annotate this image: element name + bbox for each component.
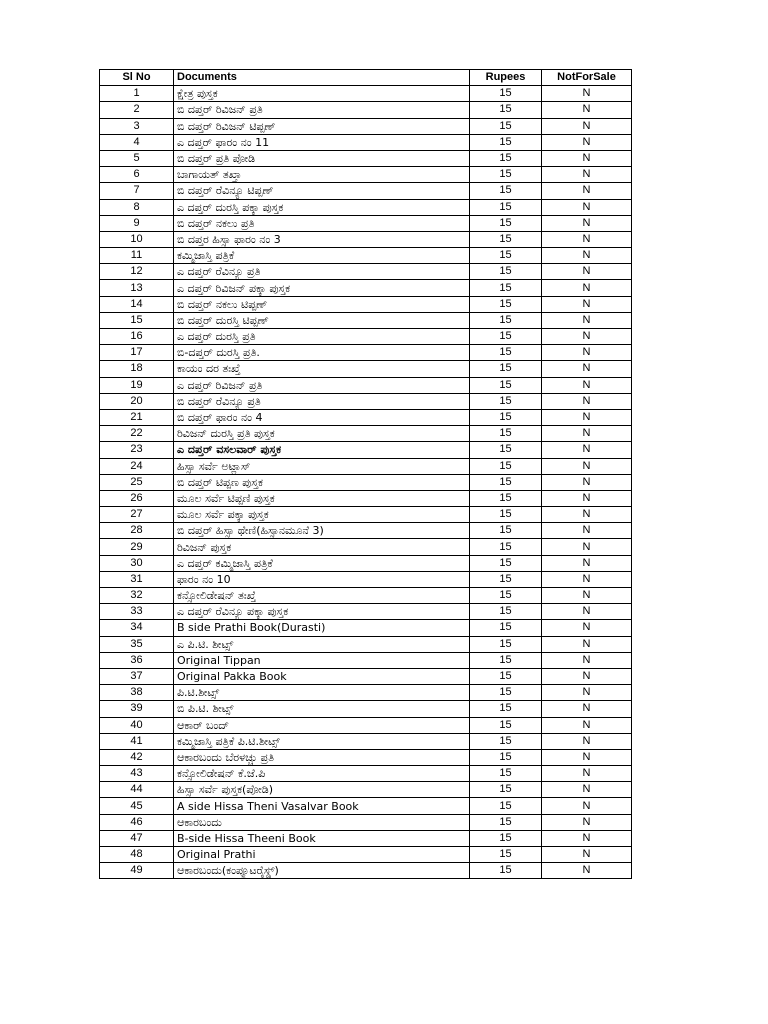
cell-not-for-sale: N	[542, 426, 632, 442]
cell-document: ಎ ಪಿ.ಟಿ. ಶೀಟ್ಸ್	[174, 636, 470, 652]
table-row	[100, 555, 632, 571]
cell-sl-no: 39	[100, 701, 174, 717]
cell-rupees: 15	[470, 458, 542, 474]
cell-document: ಮೂಲ ಸರ್ವೆ ಪಕ್ಕಾ ಪುಸ್ತಕ	[174, 507, 470, 523]
cell-not-for-sale: N	[542, 490, 632, 506]
cell-document: A side Hissa Theni Vasalvar Book	[174, 798, 470, 814]
cell-document: ಕ್ಷೇತ್ರ ಪುಸ್ತಕ	[174, 86, 470, 102]
cell-sl-no: 1	[100, 86, 174, 102]
cell-not-for-sale: N	[542, 296, 632, 312]
cell-sl-no: 3	[100, 118, 174, 134]
cell-rupees: 15	[470, 264, 542, 280]
cell-sl-no: 18	[100, 361, 174, 377]
cell-rupees: 15	[470, 231, 542, 247]
cell-rupees: 15	[470, 766, 542, 782]
cell-sl-no: 40	[100, 717, 174, 733]
table-row	[100, 814, 632, 830]
table-row	[100, 863, 632, 879]
cell-sl-no: 29	[100, 539, 174, 555]
cell-document: ಹಿಸ್ಸಾ ಸರ್ವೆ ಪುಸ್ತಕ(ಪೋಡಿ)	[174, 782, 470, 798]
cell-rupees: 15	[470, 215, 542, 231]
cell-rupees: 15	[470, 685, 542, 701]
cell-sl-no: 30	[100, 555, 174, 571]
cell-sl-no: 9	[100, 215, 174, 231]
cell-document: ಎ ದಪ್ತರ್ ದುರಸ್ತಿ ಪಕ್ಕಾ ಪುಸ್ತಕ	[174, 199, 470, 215]
table-row	[100, 588, 632, 604]
table-row	[100, 264, 632, 280]
cell-sl-no: 17	[100, 345, 174, 361]
table-row	[100, 393, 632, 409]
cell-not-for-sale: N	[542, 280, 632, 296]
cell-document: ಕಾಯಂ ದರ ತಃಖ್ತೆ	[174, 361, 470, 377]
table-row	[100, 329, 632, 345]
cell-rupees: 15	[470, 717, 542, 733]
cell-rupees: 15	[470, 555, 542, 571]
cell-document: ಕನ್ಸೋಲಿಡೇಷನ್ ತಃಖ್ತೆ	[174, 588, 470, 604]
cell-sl-no: 49	[100, 863, 174, 879]
cell-sl-no: 6	[100, 167, 174, 183]
cell-document: ಆಕಾರಬಂದು	[174, 814, 470, 830]
table-row	[100, 830, 632, 846]
cell-document: ಎ ದಪ್ತರ್ ಫಾರಂ ನಂ 11	[174, 134, 470, 150]
cell-sl-no: 37	[100, 668, 174, 684]
table-row	[100, 685, 632, 701]
cell-document: ಎ ದಪ್ತರ್ ವಸಲವಾರ್ ಪುಸ್ತಕ	[174, 442, 470, 458]
cell-rupees: 15	[470, 668, 542, 684]
table-row	[100, 231, 632, 247]
cell-not-for-sale: N	[542, 150, 632, 166]
cell-document: ಬಿ ದಪ್ತರ್ ರೆವಿನ್ಯೂ ಪ್ರತಿ	[174, 393, 470, 409]
cell-sl-no: 14	[100, 296, 174, 312]
cell-sl-no: 43	[100, 766, 174, 782]
cell-sl-no: 24	[100, 458, 174, 474]
cell-document: ಬಿ ದಪ್ತರ್ ರಿವಿಜನ್ ಪ್ರತಿ	[174, 102, 470, 118]
cell-rupees: 15	[470, 377, 542, 393]
cell-sl-no: 4	[100, 134, 174, 150]
cell-document: ಬಿ ದಪ್ತರ್ ರೆವಿನ್ಯೂ ಟಿಪ್ಪಣ್	[174, 183, 470, 199]
cell-sl-no: 46	[100, 814, 174, 830]
cell-document: ಎ ದಪ್ತರ್ ರಿವಿಜನ್ ಪ್ರತಿ	[174, 377, 470, 393]
cell-not-for-sale: N	[542, 555, 632, 571]
cell-document: ಎ ದಪ್ತರ್ ರಿವಿಜನ್ ಪಕ್ಕಾ ಪುಸ್ತಕ	[174, 280, 470, 296]
cell-rupees: 15	[470, 409, 542, 425]
table-row	[100, 507, 632, 523]
cell-sl-no: 34	[100, 620, 174, 636]
table-header-row	[100, 70, 632, 86]
cell-not-for-sale: N	[542, 102, 632, 118]
table-row	[100, 296, 632, 312]
cell-sl-no: 16	[100, 329, 174, 345]
cell-not-for-sale: N	[542, 442, 632, 458]
cell-not-for-sale: N	[542, 377, 632, 393]
cell-document: B side Prathi Book(Durasti)	[174, 620, 470, 636]
cell-rupees: 15	[470, 248, 542, 264]
cell-not-for-sale: N	[542, 782, 632, 798]
cell-not-for-sale: N	[542, 814, 632, 830]
cell-sl-no: 41	[100, 733, 174, 749]
table-row	[100, 604, 632, 620]
cell-not-for-sale: N	[542, 118, 632, 134]
cell-document: Original Tippan	[174, 652, 470, 668]
table-body	[100, 86, 632, 879]
cell-document: ಎ ದಪ್ತರ್ ರೆವಿನ್ಯೂ ಪಕ್ಕಾ ಪುಸ್ತಕ	[174, 604, 470, 620]
cell-not-for-sale: N	[542, 571, 632, 587]
cell-not-for-sale: N	[542, 86, 632, 102]
cell-document: ಬಿ ದಪ್ತರ್ ಹಿಸ್ಸಾ ಥೇಣಿ(ಹಿಸ್ಸಾನಮೂನೆ 3)	[174, 523, 470, 539]
header-rupees: Rupees	[470, 70, 542, 86]
cell-document: ಎ ದಪ್ತರ್ ಕಮ್ಮಿಜಾಸ್ತಿ ಪತ್ರಿಕೆ	[174, 555, 470, 571]
header-documents: Documents	[174, 70, 470, 86]
cell-rupees: 15	[470, 426, 542, 442]
cell-not-for-sale: N	[542, 636, 632, 652]
cell-rupees: 15	[470, 345, 542, 361]
table-row	[100, 668, 632, 684]
cell-not-for-sale: N	[542, 393, 632, 409]
cell-document: ಬಿ ದಪ್ತರ್ ರಿವಿಜನ್ ಟಿಪ್ಪಣ್	[174, 118, 470, 134]
cell-sl-no: 26	[100, 490, 174, 506]
cell-sl-no: 10	[100, 231, 174, 247]
cell-rupees: 15	[470, 280, 542, 296]
cell-document: ಬಿ ಪಿ.ಟಿ. ಶೀಟ್ಸ್	[174, 701, 470, 717]
cell-document: Original Prathi	[174, 847, 470, 863]
cell-not-for-sale: N	[542, 167, 632, 183]
cell-rupees: 15	[470, 312, 542, 328]
cell-sl-no: 28	[100, 523, 174, 539]
cell-rupees: 15	[470, 167, 542, 183]
cell-not-for-sale: N	[542, 604, 632, 620]
cell-rupees: 15	[470, 847, 542, 863]
cell-not-for-sale: N	[542, 701, 632, 717]
table-row	[100, 199, 632, 215]
cell-not-for-sale: N	[542, 458, 632, 474]
table-row	[100, 571, 632, 587]
cell-rupees: 15	[470, 863, 542, 879]
cell-rupees: 15	[470, 814, 542, 830]
table-row	[100, 490, 632, 506]
cell-rupees: 15	[470, 361, 542, 377]
table-row	[100, 280, 632, 296]
cell-document: ರಿವಿಜನ್ ಪುಸ್ತಕ	[174, 539, 470, 555]
cell-not-for-sale: N	[542, 183, 632, 199]
cell-rupees: 15	[470, 830, 542, 846]
cell-rupees: 15	[470, 102, 542, 118]
cell-sl-no: 19	[100, 377, 174, 393]
cell-rupees: 15	[470, 134, 542, 150]
cell-rupees: 15	[470, 636, 542, 652]
cell-rupees: 15	[470, 490, 542, 506]
cell-not-for-sale: N	[542, 523, 632, 539]
cell-not-for-sale: N	[542, 264, 632, 280]
table-row	[100, 442, 632, 458]
cell-not-for-sale: N	[542, 830, 632, 846]
table-row	[100, 701, 632, 717]
cell-not-for-sale: N	[542, 863, 632, 879]
cell-document: Original Pakka Book	[174, 668, 470, 684]
cell-sl-no: 2	[100, 102, 174, 118]
table-row	[100, 847, 632, 863]
cell-document: ಬಿ-ದಪ್ತರ್ ದುರಸ್ತಿ ಪ್ರತಿ.	[174, 345, 470, 361]
document-sheet	[99, 69, 631, 879]
cell-sl-no: 42	[100, 749, 174, 765]
table-row	[100, 798, 632, 814]
cell-document: ಕನ್ಸೋಲಿಡೇಷನ್ ಕೆ.ಜೆ.ಪಿ	[174, 766, 470, 782]
cell-sl-no: 23	[100, 442, 174, 458]
table-row	[100, 118, 632, 134]
cell-sl-no: 48	[100, 847, 174, 863]
cell-not-for-sale: N	[542, 717, 632, 733]
cell-rupees: 15	[470, 782, 542, 798]
cell-document: ಮೂಲ ಸರ್ವೆ ಟಿಪ್ಪಣಿ ಪುಸ್ತಕ	[174, 490, 470, 506]
cell-sl-no: 8	[100, 199, 174, 215]
table-row	[100, 215, 632, 231]
cell-not-for-sale: N	[542, 620, 632, 636]
cell-document: ಬಿ ದಪ್ತರ್ ಟಿಪ್ಪಣ ಪುಸ್ತಕ	[174, 474, 470, 490]
cell-rupees: 15	[470, 588, 542, 604]
table-row	[100, 361, 632, 377]
cell-document: ಆಕಾರಬಂದು ಬೆರಳಚ್ಚು ಪ್ರತಿ	[174, 749, 470, 765]
cell-not-for-sale: N	[542, 685, 632, 701]
cell-rupees: 15	[470, 571, 542, 587]
cell-not-for-sale: N	[542, 409, 632, 425]
cell-document: ಫಾರಂ ನಂ 10	[174, 571, 470, 587]
cell-not-for-sale: N	[542, 329, 632, 345]
cell-sl-no: 13	[100, 280, 174, 296]
cell-sl-no: 45	[100, 798, 174, 814]
table-row	[100, 426, 632, 442]
cell-rupees: 15	[470, 523, 542, 539]
cell-document: ಬಾಗಾಯತ್ ತಖ್ತಾ	[174, 167, 470, 183]
table-row	[100, 782, 632, 798]
cell-document: ಬಿ ದಪ್ತರ್ ಪ್ರತಿ ಪೋಡಿ	[174, 150, 470, 166]
cell-not-for-sale: N	[542, 231, 632, 247]
cell-sl-no: 27	[100, 507, 174, 523]
documents-table	[99, 69, 632, 879]
header-sl-no: Sl No	[100, 70, 174, 86]
cell-rupees: 15	[470, 296, 542, 312]
cell-rupees: 15	[470, 749, 542, 765]
cell-not-for-sale: N	[542, 539, 632, 555]
cell-document: ಎ ದಪ್ತರ್ ದುರಸ್ತಿ ಪ್ರತಿ	[174, 329, 470, 345]
table-row	[100, 636, 632, 652]
cell-rupees: 15	[470, 329, 542, 345]
cell-document: ಬಿ ದಪ್ತರ್ ಫಾರಂ ನಂ 4	[174, 409, 470, 425]
cell-not-for-sale: N	[542, 215, 632, 231]
table-row	[100, 717, 632, 733]
cell-rupees: 15	[470, 86, 542, 102]
table-row	[100, 312, 632, 328]
cell-document: ಪಿ.ಟಿ.ಶೀಟ್ಸ್	[174, 685, 470, 701]
cell-sl-no: 47	[100, 830, 174, 846]
table-row	[100, 652, 632, 668]
cell-document: ಆಕಾರಬಂದು(ಕಂಪ್ಯೂಟರೈಸ್ಡ್)	[174, 863, 470, 879]
table-row	[100, 749, 632, 765]
cell-not-for-sale: N	[542, 668, 632, 684]
cell-rupees: 15	[470, 604, 542, 620]
cell-not-for-sale: N	[542, 312, 632, 328]
cell-rupees: 15	[470, 701, 542, 717]
cell-sl-no: 25	[100, 474, 174, 490]
table-row	[100, 474, 632, 490]
cell-sl-no: 38	[100, 685, 174, 701]
cell-document: B-side Hissa Theeni Book	[174, 830, 470, 846]
cell-not-for-sale: N	[542, 199, 632, 215]
header-not-for-sale: NotForSale	[542, 70, 632, 86]
cell-rupees: 15	[470, 183, 542, 199]
table-row	[100, 377, 632, 393]
cell-not-for-sale: N	[542, 847, 632, 863]
cell-rupees: 15	[470, 118, 542, 134]
cell-sl-no: 7	[100, 183, 174, 199]
table-row	[100, 167, 632, 183]
cell-sl-no: 36	[100, 652, 174, 668]
cell-document: ಹಿಸ್ಸಾ ಸರ್ವೆ ಅಟ್ಲಾಸ್	[174, 458, 470, 474]
cell-rupees: 15	[470, 539, 542, 555]
cell-document: ರಿವಿಜನ್ ದುರಸ್ತಿ ಪ್ರತಿ ಪುಸ್ತಕ	[174, 426, 470, 442]
cell-rupees: 15	[470, 620, 542, 636]
cell-sl-no: 20	[100, 393, 174, 409]
cell-rupees: 15	[470, 507, 542, 523]
table-row	[100, 733, 632, 749]
cell-document: ಬಿ ದಪ್ತರ್ ದುರಸ್ತಿ ಟಿಪ್ಪಣ್	[174, 312, 470, 328]
cell-not-for-sale: N	[542, 652, 632, 668]
cell-rupees: 15	[470, 733, 542, 749]
cell-not-for-sale: N	[542, 588, 632, 604]
cell-rupees: 15	[470, 474, 542, 490]
table-row	[100, 409, 632, 425]
cell-document: ಆಕಾರ್ ಬಂದ್	[174, 717, 470, 733]
table-row	[100, 102, 632, 118]
table-row	[100, 458, 632, 474]
cell-rupees: 15	[470, 393, 542, 409]
table-row	[100, 345, 632, 361]
cell-rupees: 15	[470, 652, 542, 668]
cell-not-for-sale: N	[542, 134, 632, 150]
cell-document: ಬಿ ದಪ್ತರ ಹಿಸ್ಸಾ ಫಾರಂ ನಂ 3	[174, 231, 470, 247]
table-row	[100, 134, 632, 150]
table-row	[100, 620, 632, 636]
cell-not-for-sale: N	[542, 361, 632, 377]
cell-rupees: 15	[470, 150, 542, 166]
cell-sl-no: 22	[100, 426, 174, 442]
cell-rupees: 15	[470, 199, 542, 215]
cell-sl-no: 33	[100, 604, 174, 620]
cell-not-for-sale: N	[542, 345, 632, 361]
table-row	[100, 183, 632, 199]
cell-sl-no: 15	[100, 312, 174, 328]
table-row	[100, 248, 632, 264]
cell-not-for-sale: N	[542, 733, 632, 749]
table-row	[100, 766, 632, 782]
table-row	[100, 539, 632, 555]
table-row	[100, 86, 632, 102]
cell-not-for-sale: N	[542, 474, 632, 490]
cell-sl-no: 11	[100, 248, 174, 264]
cell-document: ಬಿ ದಪ್ತರ್ ನಕಲು ಪ್ರತಿ	[174, 215, 470, 231]
cell-document: ಕಮ್ಮಿಜಾಸ್ತಿ ಪತ್ರಿಕೆ ಪಿ.ಟಿ.ಶೀಟ್ಸ್	[174, 733, 470, 749]
table-row	[100, 150, 632, 166]
table-row	[100, 523, 632, 539]
cell-not-for-sale: N	[542, 248, 632, 264]
cell-not-for-sale: N	[542, 507, 632, 523]
cell-sl-no: 12	[100, 264, 174, 280]
cell-not-for-sale: N	[542, 766, 632, 782]
cell-sl-no: 5	[100, 150, 174, 166]
cell-not-for-sale: N	[542, 749, 632, 765]
cell-sl-no: 21	[100, 409, 174, 425]
cell-sl-no: 32	[100, 588, 174, 604]
cell-not-for-sale: N	[542, 798, 632, 814]
cell-rupees: 15	[470, 442, 542, 458]
cell-document: ಎ ದಪ್ತರ್ ರೆವಿನ್ಯೂ ಪ್ರತಿ	[174, 264, 470, 280]
cell-rupees: 15	[470, 798, 542, 814]
cell-sl-no: 31	[100, 571, 174, 587]
cell-document: ಕಮ್ಮಿಜಾಸ್ತಿ ಪತ್ರಿಕೆ	[174, 248, 470, 264]
cell-document: ಬಿ ದಪ್ತರ್ ನಕಲು ಟಿಪ್ಪಣ್	[174, 296, 470, 312]
cell-sl-no: 35	[100, 636, 174, 652]
cell-sl-no: 44	[100, 782, 174, 798]
